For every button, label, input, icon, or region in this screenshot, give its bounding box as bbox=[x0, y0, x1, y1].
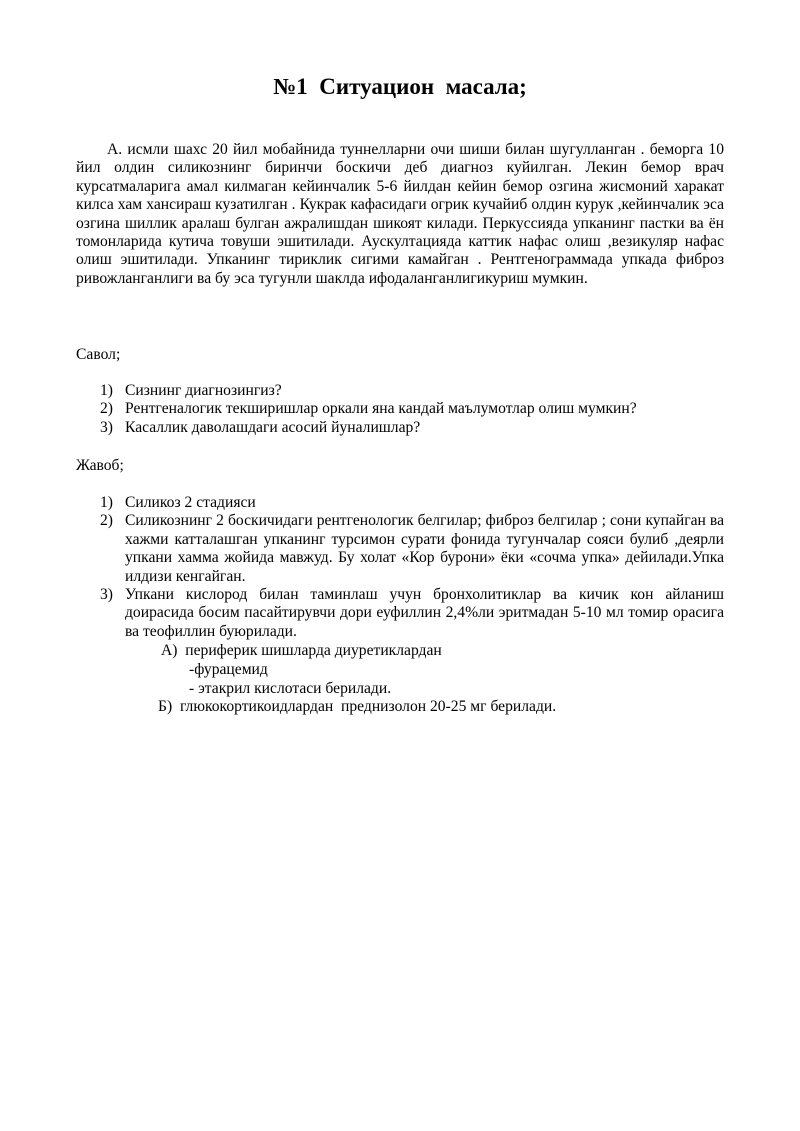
list-item-text: Упкани кислород билан таминлаш учун бронхолитиклар ва кичик кон айланиш доирасида босим пасайтирувчи дори еуфиллин 2,4%ли эритмадан 5-10 мл томир орасига ва теофиллин буюрилади. bbox=[125, 586, 724, 640]
page-title: №1 Ситуацион масала; bbox=[273, 74, 527, 99]
questions-list bbox=[76, 382, 724, 437]
list-item-number: 2) bbox=[100, 400, 113, 418]
list-item-number: 1) bbox=[100, 494, 113, 511]
list-item-number: 2) bbox=[100, 512, 113, 530]
list-item-text: Силикознинг 2 боскичидаги рентгенологик белгилар; фиброз белгилар ; сони купайган ва хажми катталашган упканинг турсимон сурати фонида тугунчалар сояси булиб ,деярли упкани хамма жойида мавжуд. Бу холат «Кор бурони» ёки «сочма упка» дейилади.Упка илдизи кенгайган. bbox=[125, 512, 724, 585]
answers-list bbox=[76, 494, 724, 641]
treatment-diuretics-item: А) периферик шишларда диуретиклардан bbox=[161, 642, 442, 659]
list-item bbox=[76, 586, 724, 641]
situation-paragraph: А. исмли шахс 20 йил мобайнида туннелларни очи шиши билан шугулланган . беморга 10 йил олдин силикознинг биринчи боскичи деб диагноз куйилган. Лекин бемор врач курсатмаларига амал килмаган кейинчалик 5-6 йилдан кейин бемор озгина жисмоний харакат килса хам хансираш кузатилган . Кукрак кафасидаги огрик кучайиб олдин курук ,кейинчалик эса озгина шиллик аралаш булган ажралишдан шикоят килади. Перкуссияда упканинг пастки ва ён томонларида кутича товуши эшитилади. Аускултацияда каттик нафас олиш ,везикуляр нафас олиш эшитилади. Упканинг тириклик сигими камайган . Рентгенограммада упкада фиброз ривожланганлиги ва бу эса тугунли шаклда ифодаланганлигикуриш мумкин. bbox=[76, 141, 724, 287]
list-item bbox=[76, 382, 724, 400]
list-item bbox=[76, 494, 724, 512]
answers-heading: Жавоб; bbox=[76, 457, 124, 474]
list-item-text: Силикоз 2 стадияси bbox=[125, 494, 256, 511]
questions-heading: Савол; bbox=[76, 346, 121, 363]
treatment-drug-furosemide: -фурацемид bbox=[189, 661, 268, 678]
list-item-number: 1) bbox=[100, 382, 113, 399]
treatment-corticosteroids-item: Б) глюкокортикоидлардан преднизолон 20-25 мг берилади. bbox=[158, 698, 557, 715]
list-item bbox=[76, 400, 724, 418]
list-item-text: Сизнинг диагнозингиз? bbox=[125, 382, 282, 399]
treatment-drug-ethacrynic: - этакрил кислотаси берилади. bbox=[189, 680, 392, 697]
list-item-text: Касаллик даволашдаги асосий йуналишлар? bbox=[125, 418, 421, 436]
list-item-text: Рентгеналогик текширишлар оркали яна кандай маълумотлар олиш мумкин? bbox=[125, 400, 637, 418]
list-item-number: 3) bbox=[100, 586, 113, 604]
list-item bbox=[76, 419, 724, 437]
list-item bbox=[76, 512, 724, 586]
list-item-number: 3) bbox=[100, 418, 113, 436]
